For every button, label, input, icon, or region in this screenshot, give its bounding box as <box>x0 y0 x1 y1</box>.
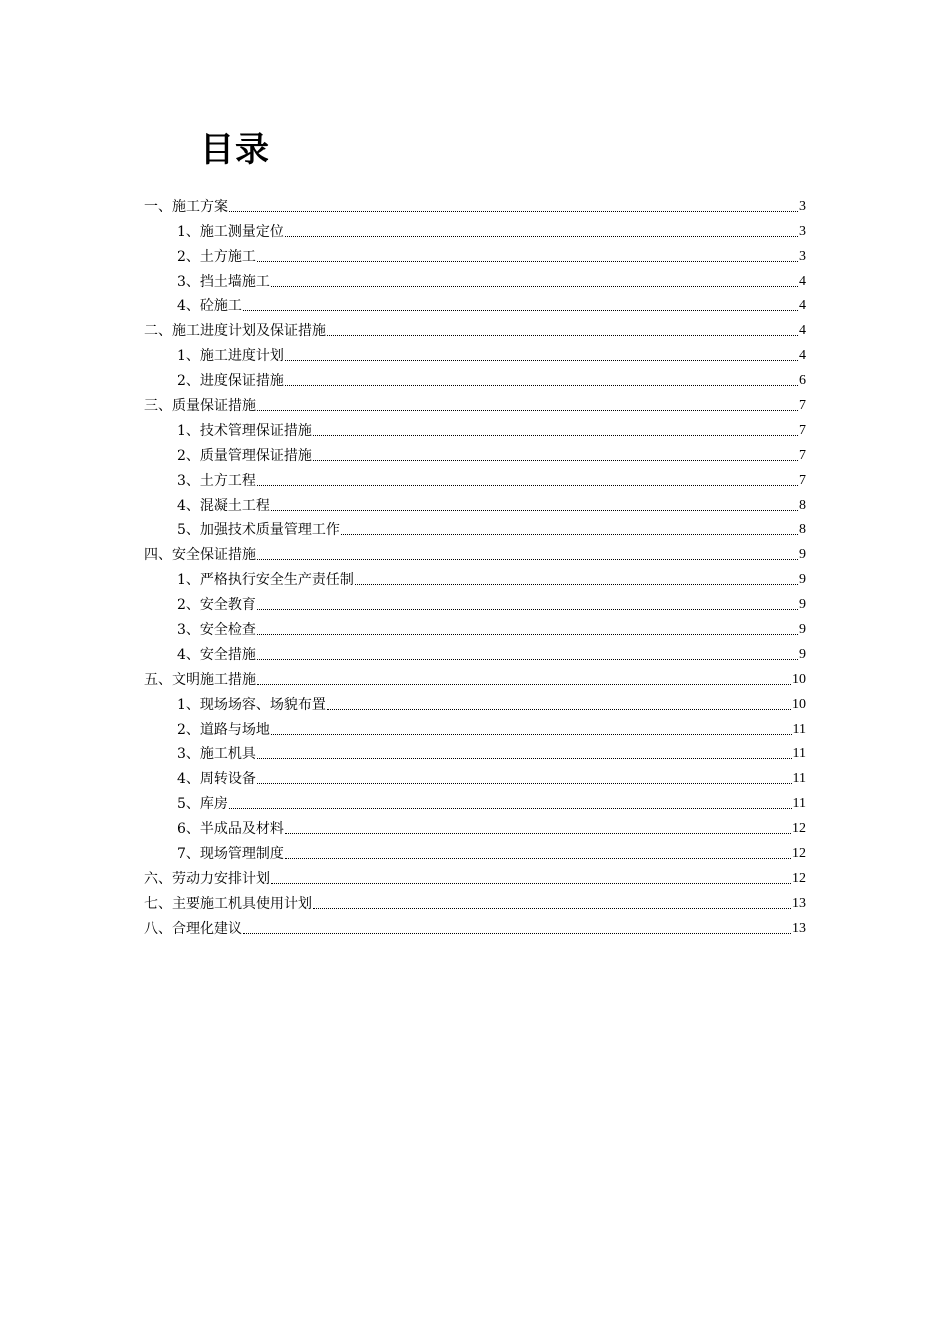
toc-dot-leader <box>257 410 798 411</box>
toc-page-number: 9 <box>799 572 806 588</box>
toc-page-number: 11 <box>792 771 806 787</box>
toc-page-number: 4 <box>799 323 806 339</box>
toc-entry-text: 四、安全保证措施 <box>144 547 256 564</box>
toc-entry-text: 4、混凝土工程 <box>177 497 270 514</box>
toc-page-number: 8 <box>799 497 806 513</box>
toc-page-number: 12 <box>792 846 806 862</box>
toc-entry-text: 2、进度保证措施 <box>177 373 284 390</box>
toc-subsection-entry[interactable] <box>144 416 806 441</box>
toc-subsection-entry[interactable] <box>144 341 806 366</box>
toc-dot-leader <box>257 261 798 262</box>
toc-page-number: 9 <box>799 622 806 638</box>
toc-page-number: 4 <box>799 298 806 314</box>
toc-subsection-entry[interactable] <box>144 764 806 789</box>
toc-dot-leader <box>285 858 791 859</box>
toc-page-number: 4 <box>799 273 806 289</box>
toc-subsection-entry[interactable] <box>144 839 806 864</box>
toc-entry-text: 4、砼施工 <box>177 298 242 315</box>
toc-subsection-entry[interactable] <box>144 690 806 715</box>
toc-entry-text: 3、土方工程 <box>177 472 256 489</box>
toc-page-number: 4 <box>799 348 806 364</box>
toc-subsection-entry[interactable] <box>144 640 806 665</box>
toc-page-number: 7 <box>799 447 806 463</box>
toc-page-number: 9 <box>799 646 806 662</box>
toc-dot-leader <box>257 609 798 610</box>
toc-subsection-entry[interactable] <box>144 590 806 615</box>
toc-section-entry[interactable] <box>144 192 806 217</box>
toc-entry-text: 1、技术管理保证措施 <box>177 422 312 439</box>
toc-dot-leader <box>285 385 798 386</box>
toc-section-entry[interactable] <box>144 914 806 939</box>
toc-entry-text: 2、质量管理保证措施 <box>177 447 312 464</box>
toc-dot-leader <box>257 485 798 486</box>
toc-subsection-entry[interactable] <box>144 516 806 541</box>
toc-entry-text: 4、安全措施 <box>177 646 256 663</box>
toc-subsection-entry[interactable] <box>144 565 806 590</box>
toc-subsection-entry[interactable] <box>144 366 806 391</box>
toc-subsection-entry[interactable] <box>144 292 806 317</box>
toc-dot-leader <box>271 510 798 511</box>
toc-section-entry[interactable] <box>144 540 806 565</box>
toc-page-number: 3 <box>799 198 806 214</box>
toc-entry-text: 1、施工进度计划 <box>177 348 284 365</box>
toc-subsection-entry[interactable] <box>144 441 806 466</box>
toc-entry-text: 七、主要施工机具使用计划 <box>144 895 312 912</box>
toc-dot-leader <box>285 236 798 237</box>
toc-dot-leader <box>285 833 791 834</box>
toc-entry-text: 2、道路与场地 <box>177 721 270 738</box>
toc-entry-text: 六、劳动力安排计划 <box>144 870 270 887</box>
toc-page-number: 9 <box>799 597 806 613</box>
toc-dot-leader <box>313 435 798 436</box>
toc-page-number: 3 <box>799 223 806 239</box>
toc-page-number: 7 <box>799 398 806 414</box>
toc-entry-text: 2、土方施工 <box>177 248 256 265</box>
toc-page-number: 13 <box>792 920 806 936</box>
toc-entry-text: 二、施工进度计划及保证措施 <box>144 323 326 340</box>
toc-page-number: 8 <box>799 522 806 538</box>
toc-dot-leader <box>257 659 798 660</box>
toc-entry-text: 7、现场管理制度 <box>177 846 284 863</box>
toc-subsection-entry[interactable] <box>144 217 806 242</box>
table-of-contents <box>144 192 806 939</box>
toc-entry-text: 4、周转设备 <box>177 771 256 788</box>
toc-section-entry[interactable] <box>144 316 806 341</box>
toc-entry-text: 五、文明施工措施 <box>144 671 256 688</box>
toc-page-number: 11 <box>792 721 806 737</box>
toc-dot-leader <box>257 758 792 759</box>
toc-section-entry[interactable] <box>144 665 806 690</box>
toc-dot-leader <box>257 559 798 560</box>
toc-dot-leader <box>271 883 791 884</box>
toc-page-number: 9 <box>799 547 806 563</box>
toc-entry-text: 3、施工机具 <box>177 746 256 763</box>
toc-entry-text: 3、安全检查 <box>177 622 256 639</box>
toc-dot-leader <box>257 634 798 635</box>
toc-subsection-entry[interactable] <box>144 814 806 839</box>
toc-subsection-entry[interactable] <box>144 715 806 740</box>
toc-page-number: 11 <box>792 746 806 762</box>
toc-dot-leader <box>257 783 792 784</box>
toc-subsection-entry[interactable] <box>144 466 806 491</box>
toc-dot-leader <box>257 684 791 685</box>
toc-page-number: 11 <box>792 796 806 812</box>
toc-entry-text: 1、施工测量定位 <box>177 223 284 240</box>
toc-dot-leader <box>341 534 798 535</box>
page-title: 目录 <box>200 130 270 170</box>
toc-dot-leader <box>285 360 798 361</box>
toc-subsection-entry[interactable] <box>144 740 806 765</box>
toc-entry-text: 1、严格执行安全生产责任制 <box>177 572 354 589</box>
toc-entry-text: 三、质量保证措施 <box>144 398 256 415</box>
toc-page-number: 12 <box>792 870 806 886</box>
toc-dot-leader <box>313 908 791 909</box>
toc-entry-text: 5、加强技术质量管理工作 <box>177 522 340 539</box>
toc-dot-leader <box>243 310 798 311</box>
toc-entry-text: 一、施工方案 <box>144 198 228 215</box>
toc-dot-leader <box>271 286 798 287</box>
toc-entry-text: 八、合理化建议 <box>144 920 242 937</box>
toc-dot-leader <box>327 709 791 710</box>
toc-section-entry[interactable] <box>144 889 806 914</box>
toc-page-number: 12 <box>792 821 806 837</box>
toc-page-number: 7 <box>799 472 806 488</box>
toc-dot-leader <box>229 808 792 809</box>
toc-entry-text: 6、半成品及材料 <box>177 821 284 838</box>
toc-section-entry[interactable] <box>144 864 806 889</box>
toc-page-number: 10 <box>792 671 806 687</box>
toc-entry-text: 5、库房 <box>177 796 228 813</box>
toc-page-number: 7 <box>799 422 806 438</box>
toc-entry-text: 2、安全教育 <box>177 597 256 614</box>
toc-page-number: 3 <box>799 248 806 264</box>
toc-dot-leader <box>243 933 791 934</box>
toc-subsection-entry[interactable] <box>144 267 806 292</box>
toc-subsection-entry[interactable] <box>144 242 806 267</box>
toc-dot-leader <box>313 460 798 461</box>
toc-subsection-entry[interactable] <box>144 789 806 814</box>
toc-entry-text: 3、挡土墙施工 <box>177 273 270 290</box>
toc-entry-text: 1、现场场容、场貌布置 <box>177 696 326 713</box>
toc-section-entry[interactable] <box>144 391 806 416</box>
toc-subsection-entry[interactable] <box>144 491 806 516</box>
toc-dot-leader <box>229 211 798 212</box>
toc-page-number: 13 <box>792 895 806 911</box>
toc-page-number: 10 <box>792 696 806 712</box>
toc-dot-leader <box>271 734 792 735</box>
toc-dot-leader <box>327 335 798 336</box>
toc-page-number: 6 <box>799 373 806 389</box>
toc-dot-leader <box>355 584 798 585</box>
toc-subsection-entry[interactable] <box>144 615 806 640</box>
